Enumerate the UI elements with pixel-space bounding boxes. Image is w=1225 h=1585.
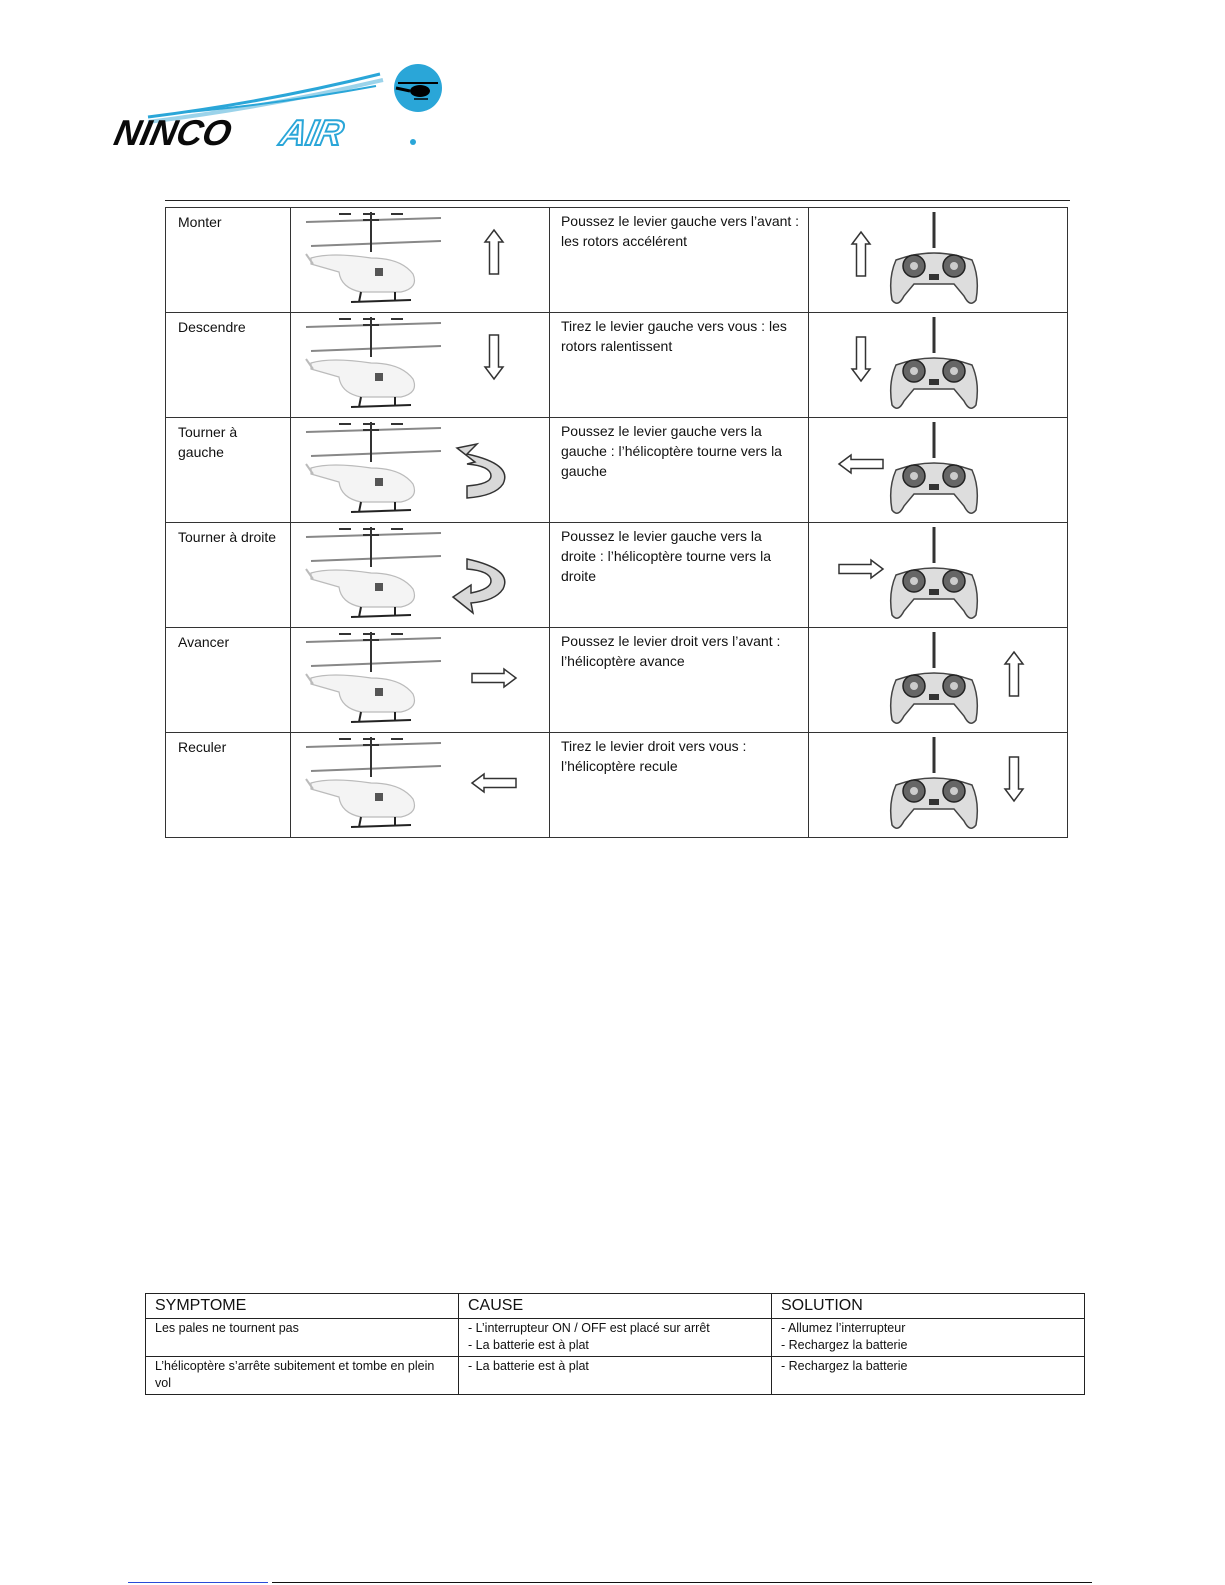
control-label: Descendre <box>166 313 291 418</box>
header-solution: SOLUTION <box>772 1294 1085 1319</box>
helicopter-icon <box>394 64 442 112</box>
remote-arrow-down-icon <box>1005 757 1023 801</box>
ninco-air-logo <box>110 62 428 153</box>
solution-line: - Allumez l’interrupteur <box>781 1321 906 1335</box>
remote-arrow-up-icon <box>1005 652 1023 696</box>
remote-arrow-left-icon <box>839 455 883 473</box>
arrow-down-icon <box>485 335 503 379</box>
control-description: Poussez le levier gauche vers l’avant : les rotors accélérent <box>549 208 808 313</box>
remote-control-cell <box>808 733 1067 838</box>
remote-control-cell <box>808 418 1067 523</box>
cause-line: - La batterie est à plat <box>468 1338 589 1352</box>
remote-controller-illustration <box>891 317 978 408</box>
troubleshooting-table <box>145 1293 1085 1395</box>
solution-line: - Rechargez la batterie <box>781 1338 908 1352</box>
troubleshooting-header-row <box>146 1294 1085 1319</box>
helicopter-illustration <box>306 212 441 302</box>
control-description: Poussez le levier droit vers l’avant : l’hélicoptère avance <box>549 628 808 733</box>
control-label: Tourner à droite <box>166 523 291 628</box>
cause-line: - La batterie est à plat <box>468 1359 589 1373</box>
remote-arrow-right-icon <box>839 560 883 578</box>
flight-controls-table <box>165 207 1068 838</box>
helicopter-motion-cell <box>290 733 549 838</box>
control-row <box>166 418 1068 523</box>
arrow-up-icon <box>485 230 503 274</box>
solution-cell <box>772 1319 1085 1357</box>
control-label: Tourner à gauche <box>166 418 291 523</box>
remote-control-cell <box>808 313 1067 418</box>
header-rule <box>165 200 1070 201</box>
helicopter-illustration <box>306 317 441 407</box>
remote-controller-illustration <box>891 527 978 618</box>
cause-cell <box>459 1357 772 1395</box>
symptom-line: Les pales ne tournent pas <box>155 1321 299 1335</box>
troubleshooting-row <box>146 1319 1085 1357</box>
control-row <box>166 523 1068 628</box>
remote-control-cell <box>808 208 1067 313</box>
control-description: Poussez le levier gauche vers la droite : l’hélicoptère tourne vers la droite <box>549 523 808 628</box>
solution-line: - Rechargez la batterie <box>781 1359 908 1373</box>
control-row <box>166 628 1068 733</box>
remote-arrow-down-icon <box>852 337 870 381</box>
control-label: Avancer <box>166 628 291 733</box>
arrow-left-icon <box>472 774 516 792</box>
remote-arrow-up-icon <box>852 232 870 276</box>
solution-cell <box>772 1357 1085 1395</box>
control-label: Monter <box>166 208 291 313</box>
footer-rule <box>272 1582 1092 1583</box>
symptom-cell <box>146 1357 459 1395</box>
symptom-line: L’hélicoptère s’arrête subitement et tombe en plein vol <box>155 1359 435 1390</box>
helicopter-motion-cell <box>290 628 549 733</box>
helicopter-illustration <box>306 527 441 617</box>
helicopter-illustration <box>306 737 441 827</box>
control-description: Tirez le levier gauche vers vous : les rotors ralentissent <box>549 313 808 418</box>
helicopter-motion-cell <box>290 313 549 418</box>
remote-controller-illustration <box>891 737 978 828</box>
remote-control-cell <box>808 628 1067 733</box>
helicopter-motion-cell <box>290 523 549 628</box>
ninco-air-logo-graphic <box>110 62 428 153</box>
header-cause: CAUSE <box>459 1294 772 1319</box>
control-description: Tirez le levier droit vers vous : l’hélicoptère recule <box>549 733 808 838</box>
cause-cell <box>459 1319 772 1357</box>
rotate-left-arrow-icon <box>457 444 505 498</box>
helicopter-motion-cell <box>290 208 549 313</box>
helicopter-illustration <box>306 422 441 512</box>
troubleshooting-row <box>146 1357 1085 1395</box>
remote-control-cell <box>808 523 1067 628</box>
control-label: Reculer <box>166 733 291 838</box>
control-description: Poussez le levier gauche vers la gauche : l’hélicoptère tourne vers la gauche <box>549 418 808 523</box>
footer-link-line <box>128 1582 268 1583</box>
control-row <box>166 208 1068 313</box>
remote-controller-illustration <box>891 632 978 723</box>
control-row <box>166 733 1068 838</box>
header-symptome: SYMPTOME <box>146 1294 459 1319</box>
cause-line: - L’interrupteur ON / OFF est placé sur arrêt <box>468 1321 710 1335</box>
control-row <box>166 313 1068 418</box>
remote-controller-illustration <box>891 212 978 303</box>
arrow-right-icon <box>472 669 516 687</box>
symptom-cell <box>146 1319 459 1357</box>
logo-wordmark-ninco: NINCO <box>110 112 236 153</box>
remote-controller-illustration <box>891 422 978 513</box>
logo-wordmark-air: AIR <box>276 112 348 153</box>
helicopter-motion-cell <box>290 418 549 523</box>
helicopter-illustration <box>306 632 441 722</box>
rotate-right-arrow-icon <box>453 559 505 613</box>
